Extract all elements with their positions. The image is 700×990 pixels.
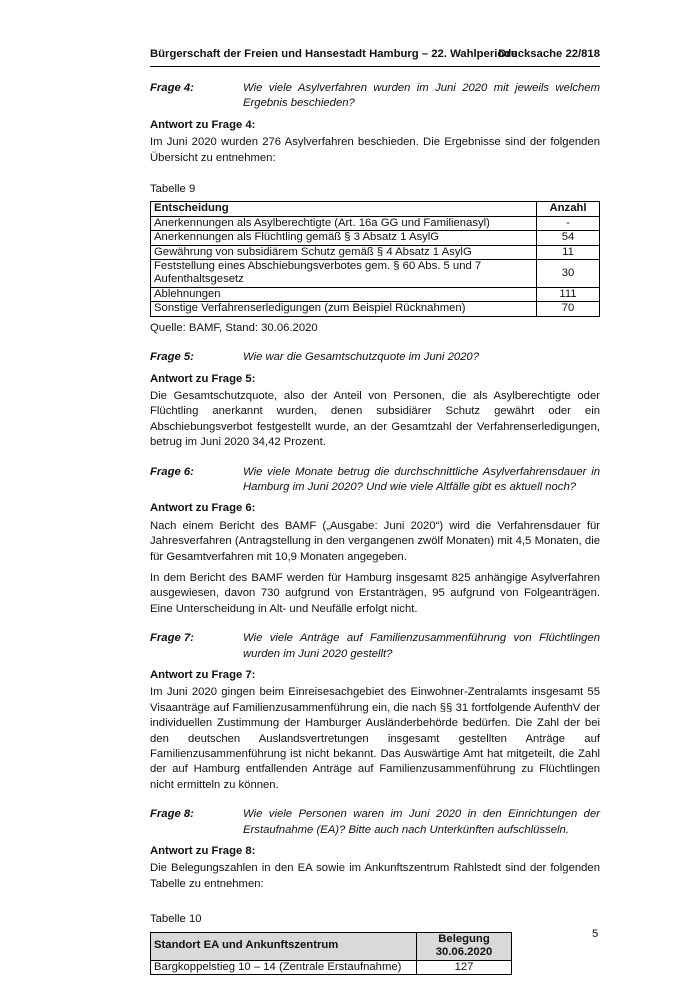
table-row — [151, 216, 600, 230]
table-cell: 11 — [537, 245, 600, 259]
question-5 — [150, 350, 600, 365]
table-cell: 30 — [537, 260, 600, 288]
table-header-row — [151, 932, 512, 960]
table-header-cell: Belegung 30.06.2020 — [417, 932, 512, 960]
table-row — [151, 302, 600, 316]
answer-text: Im Juni 2020 wurden 276 Asylverfahren beschieden. Die Ergebnisse sind der folgenden Übersicht zu entnehmen: — [150, 136, 600, 164]
answer-heading: Antwort zu Frage 8: — [150, 845, 256, 858]
question-text: Wie war die Gesamtschutzquote im Juni 2020? — [243, 351, 479, 364]
table-header-row — [151, 202, 600, 216]
table-cell: 111 — [537, 287, 600, 301]
table-cell: 127 — [417, 960, 512, 974]
table-row — [151, 960, 512, 974]
question-text: Wie viele Anträge auf Familienzusammenführung von Flüchtlingen wurden im Juni 2020 gestellt? — [243, 632, 600, 660]
table-cell: 54 — [537, 231, 600, 245]
page-number: 5 — [592, 928, 599, 940]
question-text: Wie viele Personen waren im Juni 2020 in den Einrichtungen der Erstaufnahme (EA)? Bitte auch nach Unterkünften aufschlüsseln. — [243, 808, 600, 836]
question-label: Frage 5: — [150, 351, 194, 364]
answer-heading: Antwort zu Frage 4: — [150, 118, 256, 131]
table-9-caption: Tabelle 9 — [150, 183, 196, 196]
table-cell: Bargkoppelstieg 10 – 14 (Zentrale Erstaufnahme) — [151, 960, 417, 974]
answer-text: In dem Bericht des BAMF werden für Hamburg insgesamt 825 anhängige Asylverfahren ausgewiesen, davon 730 aufgrund von Erstanträgen, 95 aufgrund von Folgeanträgen. Eine Unterscheidung in Alt- und Neufälle erfolgt nicht. — [150, 571, 600, 615]
table-9-source: Quelle: BAMF, Stand: 30.06.2020 — [150, 321, 318, 334]
table-row — [151, 245, 600, 259]
table-cell: Feststellung eines Abschiebungsverbotes gem. § 60 Abs. 5 und 7 Aufenthaltsgesetz — [151, 260, 537, 288]
table-row — [151, 231, 600, 245]
table-cell: Ablehnungen — [151, 287, 537, 301]
table-header-cell: Standort EA und Ankunftszentrum — [151, 932, 417, 960]
header-title: Bürgerschaft der Freien und Hansestadt Hamburg – 22. Wahlperiode — [150, 48, 518, 60]
answer-text: Die Gesamtschutzquote, also der Anteil von Personen, die als Asylberechtigte oder Flüchtling anerkannt wurden, denen subsidiärer Schutz gewährt oder ein Abschiebungsverbot festgestellt wurde, an der Gesamtzahl der Verfahrenserledigungen, betrug im Juni 2020 34,42 Prozent. — [150, 389, 600, 449]
table-cell: 70 — [537, 302, 600, 316]
table-10 — [150, 932, 512, 975]
table-10-caption: Tabelle 10 — [150, 913, 202, 926]
table-row — [151, 287, 600, 301]
table-cell: - — [537, 216, 600, 230]
table-header-cell: Entscheidung — [151, 202, 537, 216]
question-6 — [150, 465, 600, 496]
page-header — [150, 46, 600, 67]
answer-text: Im Juni 2020 gingen beim Einreisesachgebiet des Einwohner-Zentralamts insgesamt 55 Visaanträge auf Familienzusammenführung ein, die nach §§ 31 fortfolgende AufenthV der individuellen Zustimmung der Hamburger Ausländerbehörde bedürfen. Die Zahl der bei den deutschen Auslandsvertretungen insgesamt gestellten Anträge auf Familienzusammenführung ist nicht bekannt. Das Auswärtige Amt hat mitgeteilt, die Zahl der auf Hamburg entfallenden Anträge auf Familienzusammenführung zu Flüchtlingen nicht ermitteln zu können. — [150, 686, 600, 791]
question-text: Wie viele Asylverfahren wurden im Juni 2020 mit jeweils welchem Ergebnis beschieden? — [243, 82, 600, 110]
question-label: Frage 7: — [150, 632, 194, 645]
table-row — [151, 260, 600, 288]
question-text: Wie viele Monate betrug die durchschnittliche Asylverfahrensdauer in Hamburg im Juni 2020? Und wie viele Altfälle gibt es aktuell noch? — [243, 465, 600, 493]
table-cell: Anerkennungen als Asylberechtigte (Art. 16a GG und Familienasyl) — [151, 216, 537, 230]
answer-heading: Antwort zu Frage 7: — [150, 669, 256, 681]
table-cell: Sonstige Verfahrenserledigungen (zum Beispiel Rücknahmen) — [151, 302, 537, 316]
document-body — [150, 81, 600, 975]
question-label: Frage 4: — [150, 82, 194, 94]
answer-text: Die Belegungszahlen in den EA sowie im Ankunftszentrum Rahlstedt sind der folgenden Tabelle zu entnehmen: — [150, 862, 600, 890]
question-4 — [150, 81, 600, 112]
question-label: Frage 8: — [150, 808, 194, 821]
question-8 — [150, 807, 600, 838]
table-cell: Anerkennungen als Flüchtling gemäß § 3 Absatz 1 AsylG — [151, 231, 537, 245]
question-7 — [150, 631, 600, 662]
table-9 — [150, 201, 600, 316]
header-drucksache: Drucksache 22/818 — [498, 48, 600, 60]
table-header-cell: Anzahl — [537, 202, 600, 216]
answer-heading: Antwort zu Frage 6: — [150, 502, 256, 515]
answer-text: Nach einem Bericht des BAMF („Ausgabe: Juni 2020“) wird die Verfahrensdauer für Jahresverfahren (Antragstellung in den vergangenen zwölf Monaten) mit 4,5 Monaten, die für Gesamtverfahren mit 10,9 Monaten angegeben. — [150, 519, 600, 563]
question-label: Frage 6: — [150, 465, 194, 478]
table-cell: Gewährung von subsidiärem Schutz gemäß § 4 Absatz 1 AsylG — [151, 245, 537, 259]
answer-heading: Antwort zu Frage 5: — [150, 372, 256, 385]
